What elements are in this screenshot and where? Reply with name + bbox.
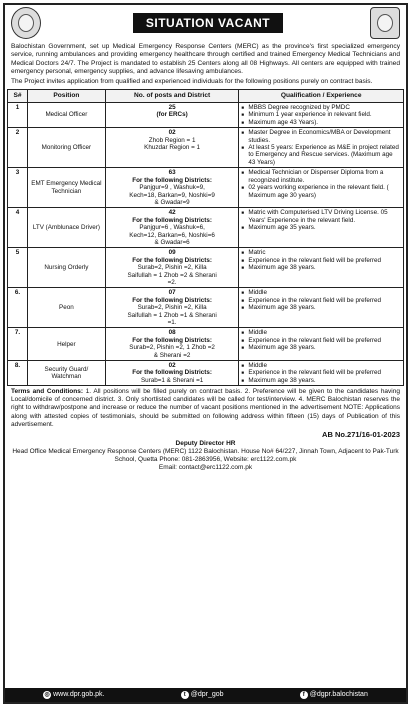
facebook-item[interactable] <box>300 688 368 702</box>
posts-district-line: Surab=2, Pishin =2, Killa <box>137 304 207 312</box>
posts-count: 07 <box>168 289 176 297</box>
qualification-list <box>241 329 401 351</box>
qualification-item: ■ Maximum age 43 Years). <box>241 119 401 126</box>
table-row <box>8 103 404 128</box>
posts-district-heading: For the following Districts: <box>132 176 212 184</box>
row-sno: 3 <box>8 168 28 208</box>
header-qualification: Qualification / Experience <box>239 90 404 103</box>
qualification-list <box>241 129 401 166</box>
qualification-item: ■ Middle <box>241 362 401 369</box>
row-sno: 8. <box>8 361 28 386</box>
page-title: SITUATION VACANT <box>133 13 283 33</box>
posts-district-line: & Gwadar=9 <box>154 198 190 206</box>
qualification-item: ■ Experience in the relevant field will be preferred <box>241 297 401 304</box>
qualification-list <box>241 169 401 199</box>
posts-count: 08 <box>168 329 176 337</box>
posts-district-line: Kech=18, Barkan=9, Noshki=9 <box>129 191 215 199</box>
qualification-list <box>241 289 401 311</box>
row-sno: 6. <box>8 288 28 328</box>
posts-district-line: =1. <box>167 319 177 326</box>
terms-and-conditions <box>5 386 406 428</box>
twitter-item[interactable] <box>181 688 224 702</box>
posts-district-line: Surab=2, Pishin =2, Killa <box>137 264 207 272</box>
qualification-item: ■ Matric with Computerised LTV Driving License. 05 Years' Experience in the relevant field. <box>241 209 401 224</box>
row-sno: 7. <box>8 328 28 361</box>
signatory: Deputy Director HR <box>175 439 236 447</box>
row-qualification <box>239 103 404 128</box>
advertisement-page <box>3 3 408 704</box>
qualification-item: ■ Maximum age 38 years. <box>241 344 401 351</box>
qualification-list <box>241 249 401 271</box>
posts-district-line: & Gwadar=6 <box>154 238 190 246</box>
posts-count: 25 <box>168 104 176 112</box>
table-row <box>8 361 404 386</box>
posts-district-heading: (for ERCs) <box>156 111 188 119</box>
contact-block <box>9 440 402 472</box>
posts-district-heading: For the following Districts: <box>132 369 212 377</box>
table-row <box>8 288 404 328</box>
website-link[interactable]: www.dpr.gob.pk. <box>53 691 105 698</box>
row-qualification <box>239 288 404 328</box>
qualification-item: ■ Middle <box>241 289 401 296</box>
qualification-item: ■ Medical Technician or Dispenser Diploma from a recognized institute. <box>241 169 401 184</box>
terms-text: 1. All positions will be filled purely on contract basis. 2. Preference will be given to the candidates having Local/domicile of concerned district. 3. Only shortlisted candidates will be called for test/interview. 4. MERC Balochistan reserves the right to withdraw/postpone and increase or reduce the number of vacant positions mentioned in the advertisement NOTE: Applications along with attested copies of testimonials, should be submitted on following address within fifteen (15) days of Publication of this advertisement. <box>11 388 400 428</box>
ad-number: AB No.271/16-01-2023 <box>322 429 400 439</box>
row-qualification <box>239 128 404 168</box>
row-qualification <box>239 361 404 386</box>
posts-district-heading: For the following Districts: <box>132 256 212 264</box>
qualification-item: ■ Matric <box>241 249 401 256</box>
row-position: Monitoring Officer <box>27 128 105 168</box>
qualification-item: ■ Maximum age 35 years. <box>241 224 401 231</box>
intro-paragraph-2: The Project invites application from qualified and experienced individuals for the following positions purely on contract basis. <box>11 77 373 85</box>
row-posts <box>105 168 239 208</box>
row-position: Nursing Orderly <box>27 248 105 288</box>
table-header-row <box>8 90 404 103</box>
qualification-item: ■ Minimum 1 year experience in relevant field. <box>241 111 401 118</box>
facebook-handle[interactable]: @dgpr.balochistan <box>309 691 368 698</box>
qualification-item: ■ MBBS Degree recognized by PMDC <box>241 104 401 111</box>
intro-paragraph-1: Balochistan Government, set up Medical Emergency Response Centers (MERC) as the province's first specialized emergency service, running ambulances and providing emergency healthcare through certified and trained Emergency Medical Technicians and Medical Doctors 24/7. The Project is mandated to establish 25 Centers along all 08 Highways. All centers are equipped with trained emergency personal, emergency supplies, and advance lifesaving ambulances. <box>11 43 400 76</box>
posts-district-heading: For the following Districts: <box>132 216 212 224</box>
website-item[interactable] <box>43 688 104 702</box>
qualification-list <box>241 209 401 231</box>
row-qualification <box>239 168 404 208</box>
qualification-item: ■ At least 5 years: Experience as M&E in project related to Emergency and Rescue services. (Maximum age 43 Years) <box>241 144 401 166</box>
vacancy-table <box>7 89 404 386</box>
table-row <box>8 168 404 208</box>
posts-district-line: Panjgur=9 , Washuk=9, <box>139 184 205 192</box>
table-row <box>8 328 404 361</box>
posts-district-line: & Sherani =2 <box>153 351 191 359</box>
posts-district-line: =2. <box>167 278 177 286</box>
posts-count: 09 <box>168 249 176 257</box>
posts-district-line: Zhob Region = 1 <box>148 136 196 144</box>
posts-district-line: Surab=1 & Sherani =1 <box>140 376 204 384</box>
posts-district-line: Surab=2, Pishin =2, 1 Zhob =2 <box>129 344 215 352</box>
qualification-item: ■ Middle <box>241 329 401 336</box>
intro-text <box>5 43 406 86</box>
twitter-handle[interactable]: @dpr_gob <box>190 691 224 698</box>
row-posts <box>105 103 239 128</box>
posts-count: 63 <box>168 169 176 177</box>
row-sno: 5 <box>8 248 28 288</box>
posts-district-line: Saifullah = 1 Zhob =1 & Sherani <box>127 311 217 319</box>
row-position: Peon <box>27 288 105 328</box>
row-position: Security Guard/ Watchman <box>27 361 105 386</box>
terms-heading: Terms and Conditions: <box>11 388 83 396</box>
posts-count: 02 <box>168 129 176 137</box>
posts-district-line: Kech=12, Barkan=6, Noshki=6 <box>129 231 215 239</box>
row-qualification <box>239 248 404 288</box>
row-sno: 2 <box>8 128 28 168</box>
posts-count: 42 <box>168 209 176 217</box>
qualification-item: ■ Experience in the relevant field will be preferred <box>241 369 401 376</box>
posts-district-heading: For the following Districts: <box>132 296 212 304</box>
qualification-item: ■ Experience in the relevant field will be preferred <box>241 337 401 344</box>
row-qualification <box>239 208 404 248</box>
header-sno: S# <box>8 90 28 103</box>
posts-count: 02 <box>168 362 176 370</box>
merc-logo-right <box>370 7 400 39</box>
qualification-item: ■ 02 years working experience in the relevant field. ( Maximum age 30 years) <box>241 184 401 199</box>
qualification-item: ■ Master Degree in Economics/MBA or Development studies. <box>241 129 401 144</box>
twitter-icon: t <box>181 691 189 699</box>
table-row <box>8 128 404 168</box>
row-posts <box>105 128 239 168</box>
table-row <box>8 248 404 288</box>
social-bar <box>5 688 406 702</box>
row-posts <box>105 288 239 328</box>
table-row <box>8 208 404 248</box>
row-posts <box>105 208 239 248</box>
posts-district-heading: For the following Districts: <box>132 336 212 344</box>
address: Head Office Medical Emergency Response Centers (MERC) 1122 Balochistan. House No# 64/227, Jinnah Town, Adjacent to Pak-Turk School, Quetta Phone: 081-2863956, Website: erc1122.com.pk <box>12 447 399 463</box>
row-position: Medical Officer <box>27 103 105 128</box>
row-sno: 4 <box>8 208 28 248</box>
qualification-item: ■ Maximum age 38 years. <box>241 304 401 311</box>
row-sno: 1 <box>8 103 28 128</box>
qualification-item: ■ Experience in the relevant field will be preferred <box>241 257 401 264</box>
qualification-item: ■ Maximum age 38 years. <box>241 377 401 384</box>
qualification-list <box>241 104 401 126</box>
header-position: Position <box>27 90 105 103</box>
government-logo-left <box>11 7 41 39</box>
header <box>5 5 406 43</box>
row-posts <box>105 328 239 361</box>
facebook-icon: f <box>300 691 308 699</box>
posts-district-line: Saifullah = 1 Zhob =2 & Sherani <box>127 271 217 279</box>
row-position: LTV (Amblunace Driver) <box>27 208 105 248</box>
globe-icon: ◎ <box>44 692 50 698</box>
qualification-item: ■ Maximum age 38 years. <box>241 264 401 271</box>
header-posts: No. of posts and District <box>105 90 239 103</box>
email: Email: contact@erc1122.com.pk <box>158 463 253 471</box>
row-posts <box>105 248 239 288</box>
qualification-list <box>241 362 401 384</box>
row-position: EMT Emergency Medical Technician <box>27 168 105 208</box>
row-qualification <box>239 328 404 361</box>
posts-district-line: Panjgur=6 , Washuk=6, <box>139 224 205 232</box>
posts-district-line: Khuzdar Region = 1 <box>144 144 201 152</box>
row-position: Helper <box>27 328 105 361</box>
row-posts <box>105 361 239 386</box>
